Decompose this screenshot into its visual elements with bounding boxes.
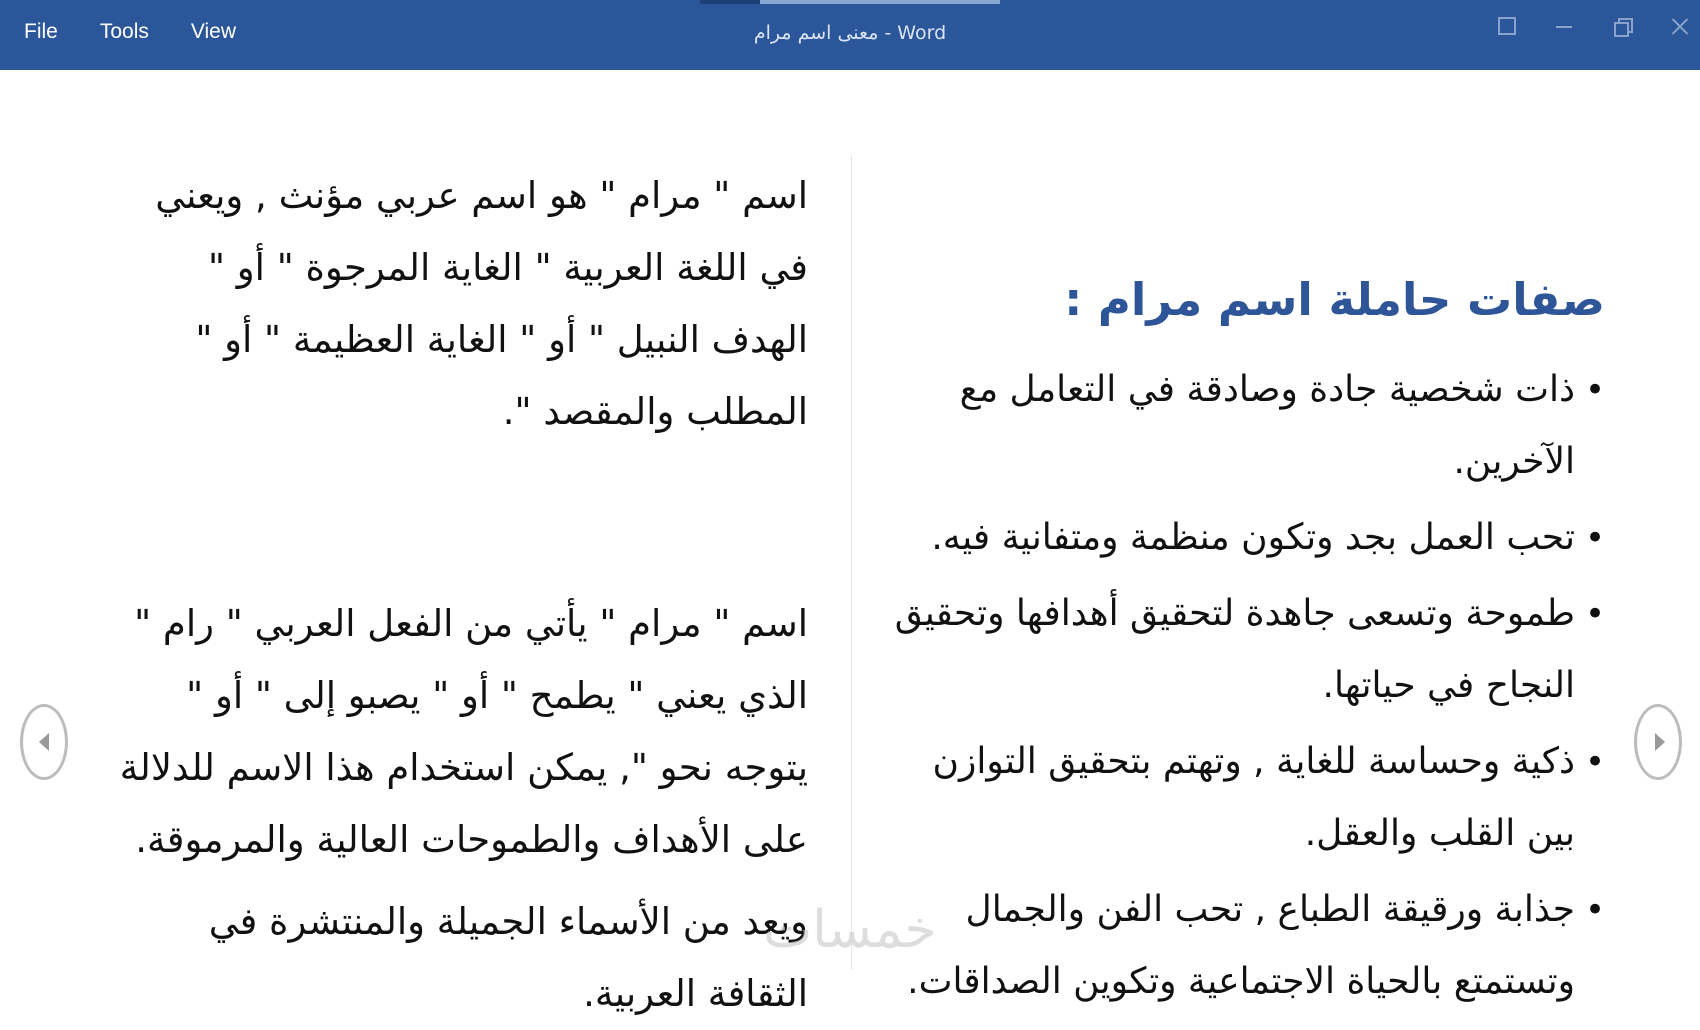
- menu-file[interactable]: File: [24, 20, 58, 43]
- close-icon[interactable]: [1670, 16, 1690, 36]
- bullet-icon: •: [1584, 370, 1605, 410]
- next-page-button[interactable]: [1634, 704, 1682, 780]
- bullet-icon: •: [1584, 518, 1605, 558]
- list-item: [880, 726, 1605, 870]
- paragraph-popularity: ويعد من الأسماء الجميلة والمنتشرة في الثقافة العربية.: [208, 900, 808, 1015]
- menu-tools[interactable]: Tools: [99, 20, 149, 43]
- bullet-icon: •: [1584, 890, 1605, 930]
- watermark: خمسات: [763, 900, 937, 960]
- left-page: [100, 160, 808, 1030]
- list-item-text: ذات شخصية جادة وصادقة في التعامل مع الآخرين.: [959, 369, 1575, 482]
- traits-heading: صفات حاملة اسم مرام :: [1064, 273, 1605, 326]
- list-item-text: تحب العمل بجد وتكون منظمة ومتفانية فيه.: [931, 517, 1575, 558]
- document-title: معنى اسم مرام - Word: [753, 22, 947, 44]
- menu-view[interactable]: View: [190, 20, 237, 43]
- chevron-right-icon: [1655, 733, 1665, 751]
- title-bar: [0, 0, 1700, 70]
- list-item: [880, 874, 1605, 1018]
- bullet-icon: •: [1584, 594, 1605, 634]
- tab-indicator: [700, 0, 1000, 4]
- right-page: [880, 270, 1605, 1022]
- list-item-text: ذكية وحساسة للغاية , وتهتم بتحقيق التوازن بين القلب والعقل.: [932, 741, 1575, 854]
- list-item: [880, 578, 1605, 722]
- previous-page-button[interactable]: [20, 704, 68, 780]
- list-item-text: جذابة ورقيقة الطباع , تحب الفن والجمال وتستمتع بالحياة الاجتماعية وتكوين الصداقات.: [907, 889, 1575, 1002]
- paragraph-origin: اسم " مرام " يأتي من الفعل العربي " رام " الذي يعني " يطمح " أو " يصبو إلى " أو " يتوجه نحو ", يمكن استخدام هذا الاسم للدلالة على الأهداف والطموحات العالية والمرموقة.: [119, 602, 808, 861]
- chevron-left-icon: [39, 733, 49, 751]
- list-item: [880, 502, 1605, 574]
- list-item: [880, 354, 1605, 498]
- list-item-text: طموحة وتسعى جاهدة لتحقيق أهدافها وتحقيق النجاح في حياتها.: [894, 593, 1575, 706]
- restore-icon[interactable]: [1612, 16, 1632, 36]
- bullet-icon: •: [1584, 742, 1605, 782]
- paragraph-meaning: اسم " مرام " هو اسم عربي مؤنث , ويعني في اللغة العربية " الغاية المرجوة " أو " الهدف النبيل " أو " الغاية العظيمة " أو " المطلب والمقصد ".: [155, 174, 808, 433]
- page-divider: [851, 155, 852, 970]
- window-controls: [1498, 16, 1690, 36]
- focus-icon[interactable]: [1498, 17, 1516, 35]
- minimize-icon[interactable]: [1554, 16, 1574, 36]
- traits-list: [880, 354, 1605, 1018]
